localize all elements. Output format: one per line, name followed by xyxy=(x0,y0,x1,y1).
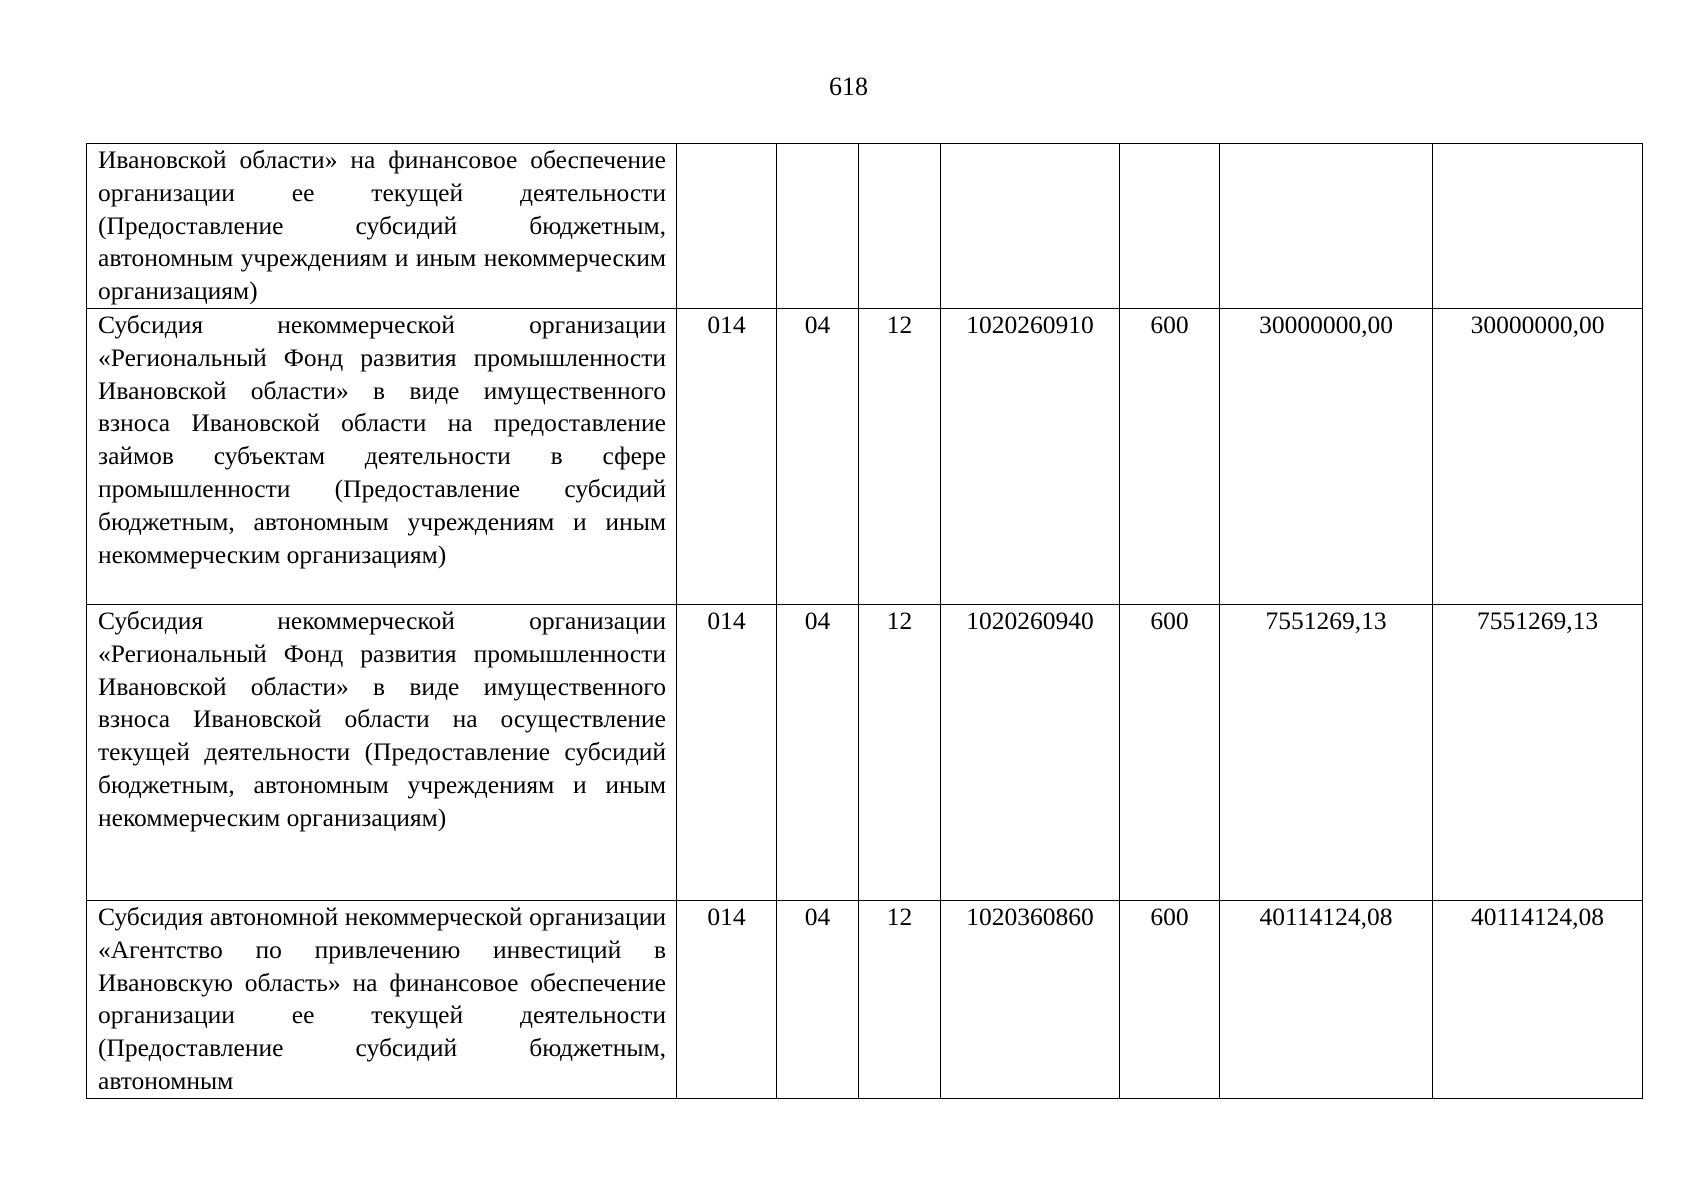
subsection-code: 12 xyxy=(859,309,941,605)
section-code xyxy=(777,144,859,309)
ministry-code: 014 xyxy=(677,901,777,1099)
target-article-code: 1020360860 xyxy=(941,901,1120,1099)
target-article-code: 1020260910 xyxy=(941,309,1120,605)
table-row xyxy=(87,605,1643,901)
table-row xyxy=(87,309,1643,605)
section-code: 04 xyxy=(777,901,859,1099)
subsection-code: 12 xyxy=(859,901,941,1099)
ministry-code xyxy=(677,144,777,309)
amount-year-1: 30000000,00 xyxy=(1220,309,1433,605)
amount-year-2: 30000000,00 xyxy=(1433,309,1643,605)
amount-year-1 xyxy=(1220,144,1433,309)
amount-year-1: 7551269,13 xyxy=(1220,605,1433,901)
row-description: Субсидия автономной некоммерческой организации «Агентство по привлечению инвестиций в Ивановскую область» на финансовое обеспечение организации ее текущей деятельности (Предоставление субсидий бюджетным, автономным xyxy=(87,901,677,1099)
row-description: Субсидия некоммерческой организации «Региональный Фонд развития промышленности Ивановской области» в виде имущественного взноса Ивановской области на предоставление займов субъектам деятельности в сфере промышленности (Предоставление субсидий бюджетным, автономным учреждениям и иным некоммерческим организациям) xyxy=(87,309,677,605)
ministry-code: 014 xyxy=(677,309,777,605)
budget-table xyxy=(86,143,1643,1099)
expense-type-code xyxy=(1120,144,1220,309)
table-row xyxy=(87,144,1643,309)
expense-type-code: 600 xyxy=(1120,901,1220,1099)
subsection-code xyxy=(859,144,941,309)
amount-year-2 xyxy=(1433,144,1643,309)
row-description: Ивановской области» на финансовое обеспечение организации ее текущей деятельности (Предоставление субсидий бюджетным, автономным учреждениям и иным некоммерческим организациям) xyxy=(87,144,677,309)
page-number: 618 xyxy=(829,72,868,101)
amount-year-2: 40114124,08 xyxy=(1433,901,1643,1099)
section-code: 04 xyxy=(777,605,859,901)
ministry-code: 014 xyxy=(677,605,777,901)
target-article-code: 1020260940 xyxy=(941,605,1120,901)
amount-year-2: 7551269,13 xyxy=(1433,605,1643,901)
subsection-code: 12 xyxy=(859,605,941,901)
row-description: Субсидия некоммерческой организации «Региональный Фонд развития промышленности Ивановской области» в виде имущественного взноса Ивановской области на осуществление текущей деятельности (Предоставление субсидий бюджетным, автономным учреждениям и иным некоммерческим организациям) xyxy=(87,605,677,901)
expense-type-code: 600 xyxy=(1120,605,1220,901)
target-article-code xyxy=(941,144,1120,309)
amount-year-1: 40114124,08 xyxy=(1220,901,1433,1099)
expense-type-code: 600 xyxy=(1120,309,1220,605)
table-row xyxy=(87,901,1643,1099)
section-code: 04 xyxy=(777,309,859,605)
